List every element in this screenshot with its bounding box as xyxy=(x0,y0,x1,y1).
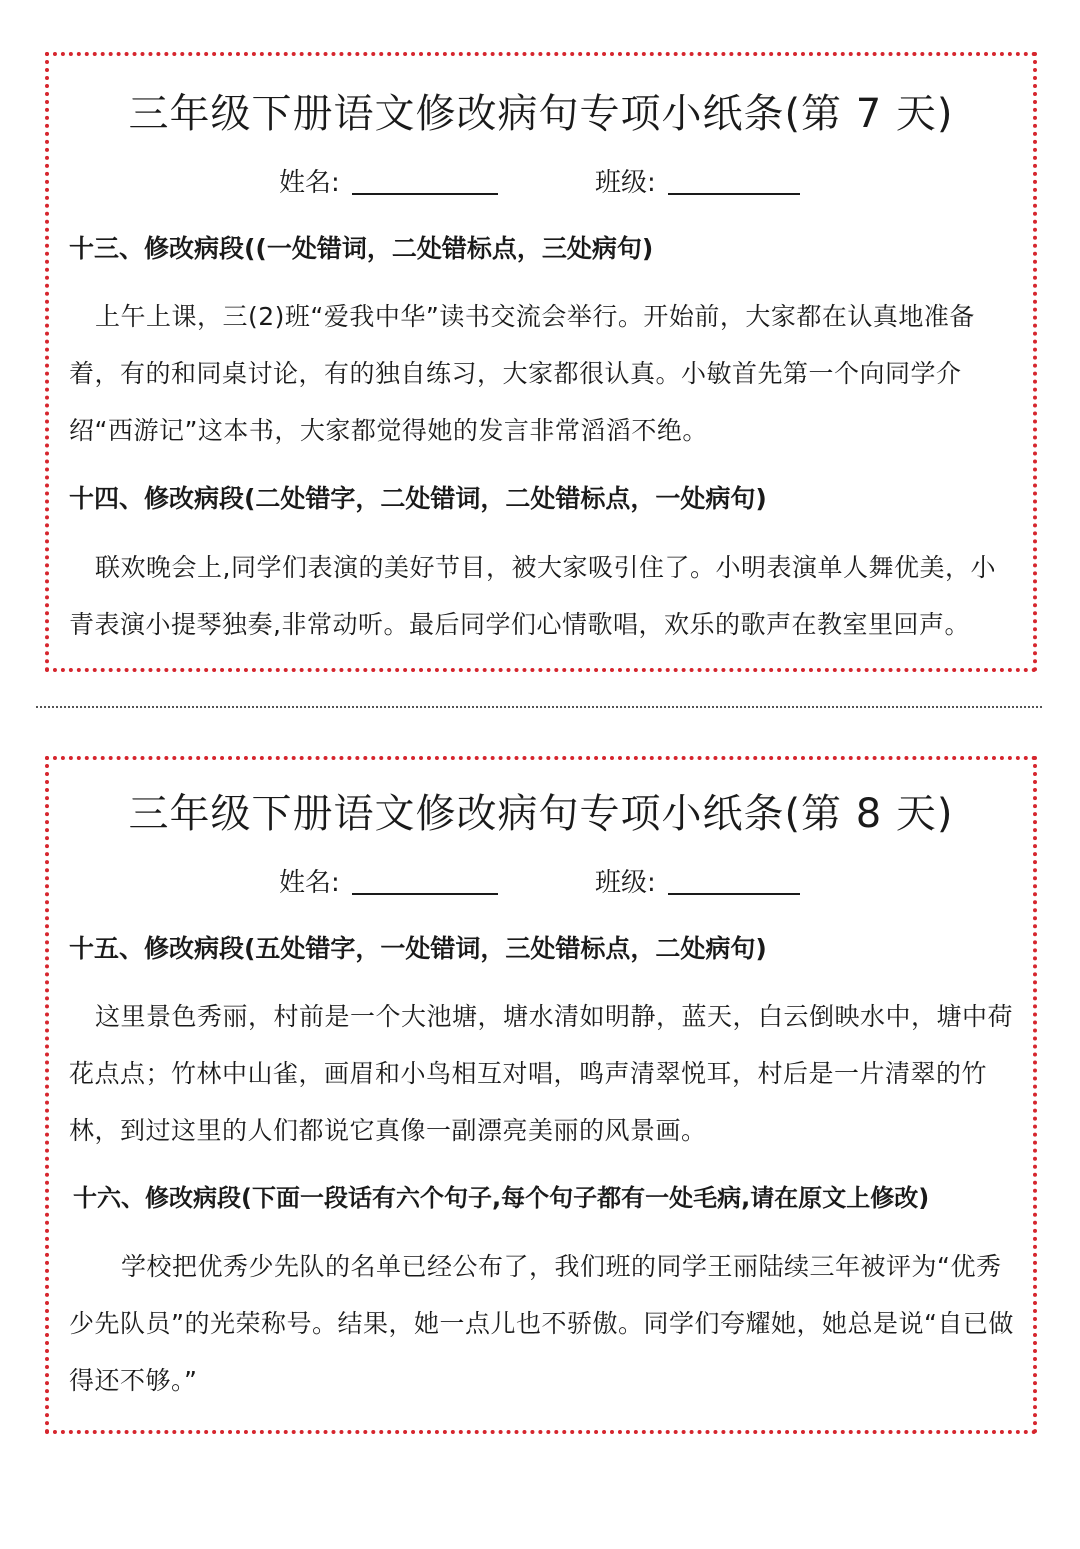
section-paragraph: 这里景色秀丽，村前是一个大池塘，塘水清如明静，蓝天，白云倒映水中，塘中荷花点点；竹林中山雀，画眉和小鸟相互对唱，鸣声清翠悦耳，村后是一片清翠的竹林，到过这里的人们都说它真像一副漂亮美丽的风景画。 xyxy=(69,1002,1014,1145)
worksheet-card-day-7 xyxy=(45,52,1037,672)
section-paragraph: 联欢晚会上,同学们表演的美好节目，被大家吸引住了。小明表演单人舞优美，小青表演小提琴独奏,非常动听。最后同学们心情歌唱，欢乐的歌声在教室里回声。 xyxy=(69,553,996,639)
class-label: 班级: xyxy=(595,868,656,898)
name-blank[interactable] xyxy=(352,893,498,895)
card-title: 三年级下册语文修改病句专项小纸条(第 7 天) xyxy=(128,91,954,137)
class-label: 班级: xyxy=(595,168,656,198)
name-label: 姓名: xyxy=(279,168,340,198)
class-blank[interactable] xyxy=(668,193,800,195)
name-blank[interactable] xyxy=(352,193,498,195)
class-blank[interactable] xyxy=(668,893,800,895)
section-paragraph: 学校把优秀少先队的名单已经公布了，我们班的同学王丽陆续三年被评为“优秀少先队员”的光荣称号。结果，她一点儿也不骄傲。同学们夸耀她，她总是说“自已做得还不够。” xyxy=(69,1252,1014,1395)
section-paragraph: 上午上课，三(2)班“爱我中华”读书交流会举行。开始前，大家都在认真地准备着，有的和同桌讨论，有的独自练习，大家都很认真。小敏首先第一个向同学介绍“西游记”这本书，大家都觉得她的发言非常滔滔不绝。 xyxy=(69,302,975,445)
section-heading: 十四、修改病段(二处错字，二处错词，二处错标点，一处病句) xyxy=(69,484,767,513)
section-heading: 十三、修改病段((一处错词，二处错标点，三处病句) xyxy=(69,234,654,263)
class-field xyxy=(595,170,800,196)
section-heading: 十六、修改病段(下面一段话有六个句子,每个句子都有一处毛病,请在原文上修改) xyxy=(73,1184,930,1212)
name-field xyxy=(279,170,498,196)
card-title: 三年级下册语文修改病句专项小纸条(第 8 天) xyxy=(128,791,954,837)
worksheet-card-day-8 xyxy=(45,756,1037,1434)
section-heading: 十五、修改病段(五处错字，一处错词，三处错标点，二处病句) xyxy=(69,934,767,963)
class-field xyxy=(595,870,800,896)
name-label: 姓名: xyxy=(279,868,340,898)
cut-line-divider xyxy=(36,706,1042,708)
name-field xyxy=(279,870,498,896)
